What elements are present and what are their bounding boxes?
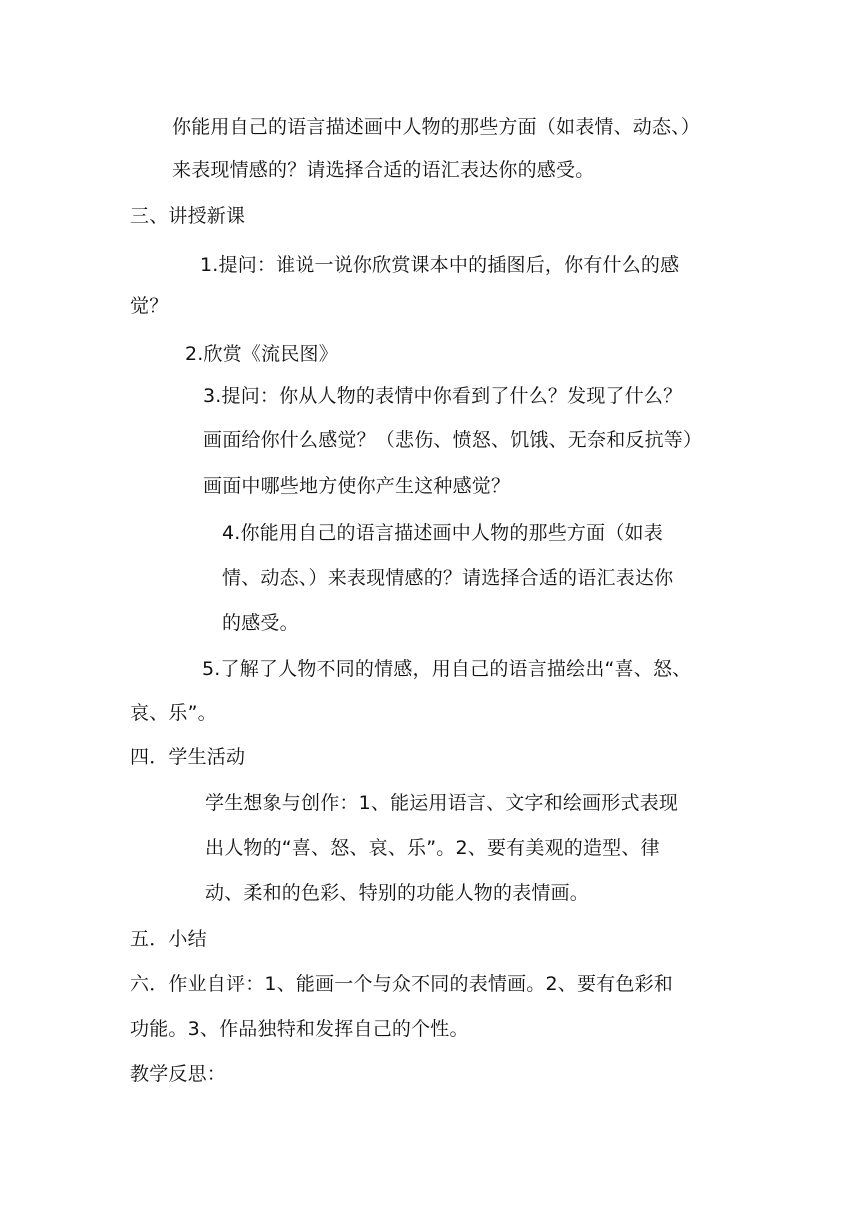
section-heading-4: 四．学生活动 <box>130 746 246 768</box>
reflection-heading: 教学反思： <box>130 1063 227 1085</box>
text-line-intro-2: 来表现情感的？请选择合适的语汇表达你的感受。 <box>172 159 595 181</box>
item-5-line-2: 哀、乐”。 <box>130 702 217 724</box>
item-3-line-2: 画面给你什么感觉？（悲伤、愤怒、饥饿、无奈和反抗等） <box>203 429 703 451</box>
homework-line-2: 功能。3、作品独特和发挥自己的个性。 <box>130 1018 469 1040</box>
item-4-line-1: 4.你能用自己的语言描述画中人物的那些方面（如表 <box>222 522 663 544</box>
item-1-line-2: 觉？ <box>130 295 169 317</box>
item-2-line: 2.欣赏《流民图》 <box>185 343 338 365</box>
text-line-intro-1: 你能用自己的语言描述画中人物的那些方面（如表情、动态、） <box>172 116 701 138</box>
activity-line-2: 出人物的“喜、怒、哀、乐”。2、要有美观的造型、律 <box>205 837 660 859</box>
activity-line-3: 动、柔和的色彩、特别的功能人物的表情画。 <box>205 882 590 904</box>
item-4-line-2: 情、动态、）来表现情感的？请选择合适的语汇表达你 <box>222 567 674 589</box>
section-heading-3: 三、讲授新课 <box>130 205 246 227</box>
item-5-line-1: 5.了解了人物不同的情感，用自己的语言描绘出“喜、怒、 <box>202 658 692 680</box>
item-3-line-1: 3.提问：你从人物的表情中你看到了什么？发现了什么？ <box>203 385 683 407</box>
item-1-line-1: 1.提问：谁说一说你欣赏课本中的插图后，你有什么的感 <box>200 254 680 276</box>
item-3-line-3: 画面中哪些地方使你产生这种感觉？ <box>203 475 511 497</box>
item-4-line-3: 的感受。 <box>222 612 299 634</box>
section-heading-5: 五．小结 <box>130 928 207 950</box>
homework-line-1: 六．作业自评：1、能画一个与众不同的表情画。2、要有色彩和 <box>130 973 673 995</box>
activity-line-1: 学生想象与创作：1、能运用语言、文字和绘画形式表现 <box>205 792 679 814</box>
